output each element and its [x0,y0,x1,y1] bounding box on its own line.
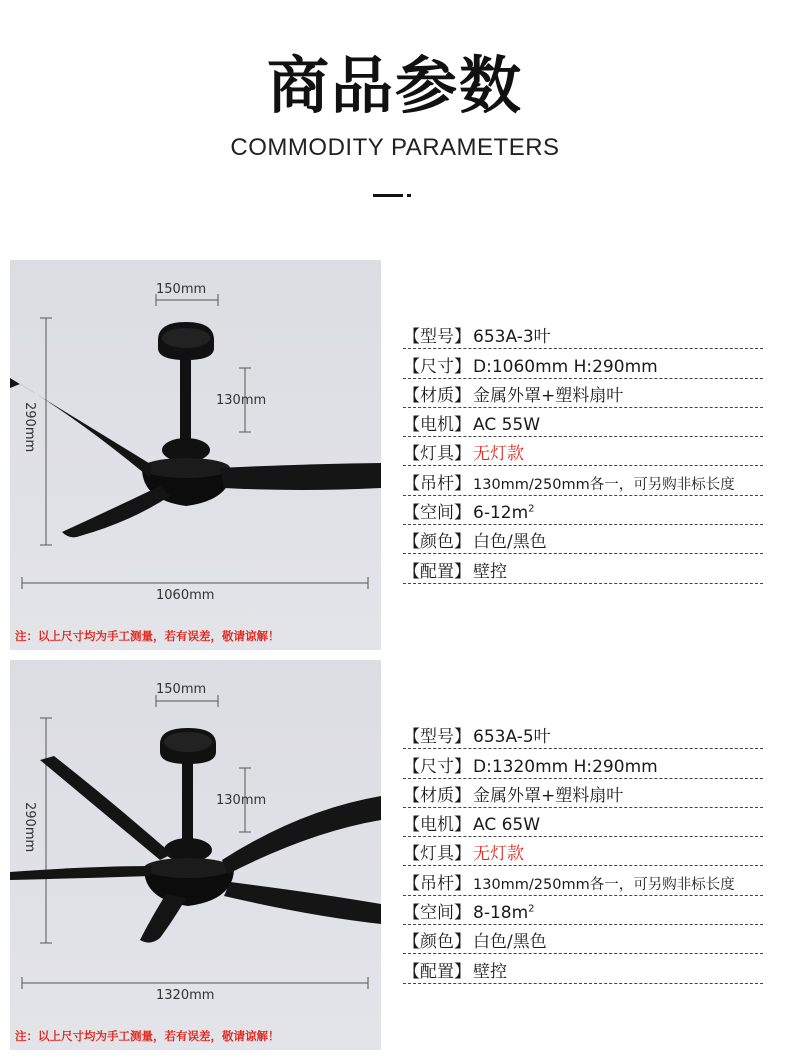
spec-value: 无灯款 [473,844,524,865]
spec-row-motor [403,808,763,837]
spec-key: 【电机】 [403,815,471,836]
spec-key: 【材质】 [403,785,471,806]
spec-value: 653A-3叶 [473,327,551,348]
spec-value: 653A-5叶 [473,727,551,748]
measurement-note: 注：以上尺寸均为手工测量，若有误差，敬请谅解！ [15,629,280,643]
spec-row-model [403,720,763,749]
height-dimension: 290mm [22,802,37,853]
spec-value-sup: 2 [528,503,535,515]
spec-key: 【配置】 [403,961,471,982]
spec-value-text: 6-12m [473,503,529,524]
page-subtitle: COMMODITY PARAMETERS [230,134,560,161]
spec-row-material [403,379,763,408]
spec-key: 【型号】 [403,727,471,748]
spec-value: D:1060mm H:290mm [473,356,658,377]
canopy-dimension: 150mm [156,682,207,697]
spec-list [403,320,763,584]
spec-value: 壁控 [473,961,507,982]
spec-value: 壁控 [473,561,507,582]
diameter-dimension: 1320mm [156,988,215,1003]
title-divider [373,194,403,197]
spec-key: 【尺寸】 [403,756,471,777]
spec-row-light [403,437,763,466]
spec-row-rod [403,466,763,495]
title-divider-dot [407,194,411,197]
spec-value: 无灯款 [473,444,524,465]
spec-key: 【电机】 [403,415,471,436]
rod-dimension: 130mm [216,393,267,408]
product-5-blade [0,660,790,1052]
spec-key: 【材质】 [403,385,471,406]
height-dimension: 290mm [22,402,37,453]
spec-row-light [403,837,763,866]
spec-value-sup: 2 [528,903,535,915]
product-3-blade [0,260,790,652]
spec-row-color [403,925,763,954]
spec-row-model [403,320,763,349]
canopy-dimension: 150mm [156,282,207,297]
rod-dimension: 130mm [216,793,267,808]
spec-key: 【灯具】 [403,444,471,465]
spec-row-size [403,749,763,778]
spec-key: 【颜色】 [403,932,471,953]
spec-key: 【空间】 [403,903,471,924]
spec-value: 白色/黑色 [473,932,547,953]
spec-value: 金属外罩+塑料扇叶 [473,785,624,806]
spec-value [473,503,535,523]
spec-key: 【颜色】 [403,532,471,553]
spec-key: 【尺寸】 [403,356,471,377]
spec-value: 白色/黑色 [473,532,547,553]
spec-row-material [403,779,763,808]
spec-row-size [403,349,763,378]
spec-key: 【吊杆】 [403,873,471,894]
spec-row-color [403,525,763,554]
spec-key: 【空间】 [403,503,471,524]
spec-list [403,720,763,984]
measurement-note: 注：以上尺寸均为手工测量，若有误差，敬请谅解！ [15,1029,280,1043]
spec-row-space [403,896,763,925]
spec-key: 【配置】 [403,561,471,582]
spec-row-space [403,496,763,525]
spec-row-config [403,954,763,983]
product-image-panel [10,660,381,1050]
spec-key: 【灯具】 [403,844,471,865]
product-image-panel [10,260,381,650]
spec-value: AC 55W [473,415,541,436]
spec-value: D:1320mm H:290mm [473,756,658,777]
spec-value: 130mm/250mm各一，可另购非标长度 [473,476,735,493]
spec-row-rod [403,866,763,895]
spec-value: 金属外罩+塑料扇叶 [473,385,624,406]
spec-value: 130mm/250mm各一，可另购非标长度 [473,876,735,893]
diameter-dimension: 1060mm [156,588,215,603]
spec-value: AC 65W [473,815,541,836]
spec-value-text: 8-18m [473,903,529,924]
spec-row-motor [403,408,763,437]
spec-key: 【型号】 [403,327,471,348]
spec-key: 【吊杆】 [403,473,471,494]
page-title: 商品参数 [266,49,523,122]
spec-row-config [403,554,763,583]
spec-value [473,903,535,923]
